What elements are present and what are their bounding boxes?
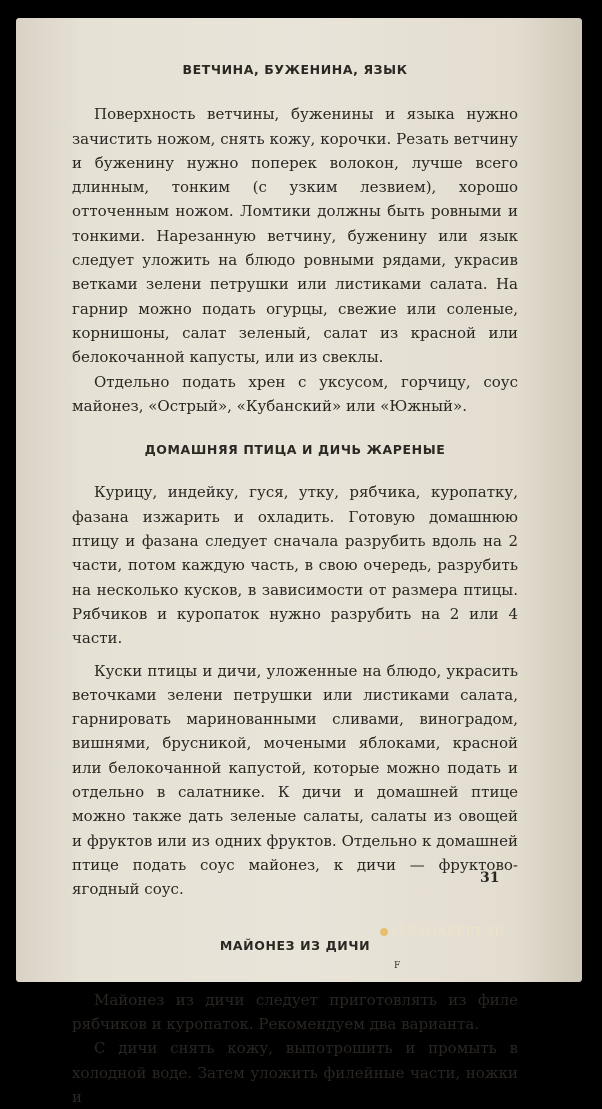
paragraph-mayonnaise-intro: Майонез из дичи следует приготовлять из филе рябчиков и куропаток. Рекомендуем два варианта. — [72, 990, 518, 1034]
book-page — [16, 18, 582, 1106]
watermark-text: FLEAMARKET.BG — [391, 925, 505, 938]
paragraph-ham-sauces: Отдельно подать хрен с уксусом, горчицу, соус майонез, «Острый», «Кубанский» или «Южный». — [72, 372, 518, 415]
page-content — [72, 58, 518, 1109]
page-number: 31 — [480, 870, 500, 886]
paragraph-mayonnaise-steps: С дичи снять кожу, выпотрошить и промыть в холодной воде. Затем уложить филейные части, ножки и — [72, 1039, 518, 1106]
heading-poultry-section: ДОМАШНЯЯ ПТИЦА И ДИЧЬ ЖАРЕНЫЕ — [144, 442, 446, 458]
heading-game-mayonnaise: МАЙОНЕЗ ИЗ ДИЧИ — [219, 937, 371, 953]
paragraph-poultry-garnish: Куски птицы и дичи, уложенные на блюдо, украсить веточками зелени петрушки или листиками салата, гарнировать маринованными сливами, виноградом, вишнями, брусникой, мочеными яблоками, красной или белокочанной капустой, которые можно подать и отдельно в салатнике. К дичи и домашней птице можно также дать зеленые салаты, салаты из овощей и фруктов или из одних фруктов. Отдельно к домашней птице подать соус майонез, к дичи — фруктово-ягодный соус. — [72, 661, 518, 899]
watermark-icon — [380, 928, 388, 936]
watermark-logo — [380, 925, 505, 938]
watermark-letter: F — [394, 961, 401, 971]
paragraph-poultry-cutting: Курицу, индейку, гуся, утку, рябчика, куропатку, фазана изжарить и охладить. Готовую домашнюю птицу и фазана следует сначала разрубить вдоль на 2 части, потом каждую часть, в свою очередь, разрубить на несколько кусков, в зависимости от размера птицы. Рябчиков и куропаток нужно разрубить на 2 или 4 части. — [72, 483, 518, 648]
heading-ham-section: ВЕТЧИНА, БУЖЕНИНА, ЯЗЫК — [182, 62, 408, 77]
paragraph-ham-preparation: Поверхность ветчины, буженины и языка нужно зачистить ножом, снять кожу, корочки. Резать ветчину и буженину нужно поперек волокон, лучше всего длинным, тонким (с узким лезвием), хорошо отточенным ножом. Ломтики должны быть ровными и тонкими. Нарезанную ветчину, буженину или язык следует уложить на блюдо ровными рядами, украсив ветками зелени петрушки или листиками салата. На гарнир можно подать огурцы, свежие или соленые, корнишоны, салат зеленый, салат из красной или белокочанной капусты, или из свеклы. — [72, 105, 518, 367]
